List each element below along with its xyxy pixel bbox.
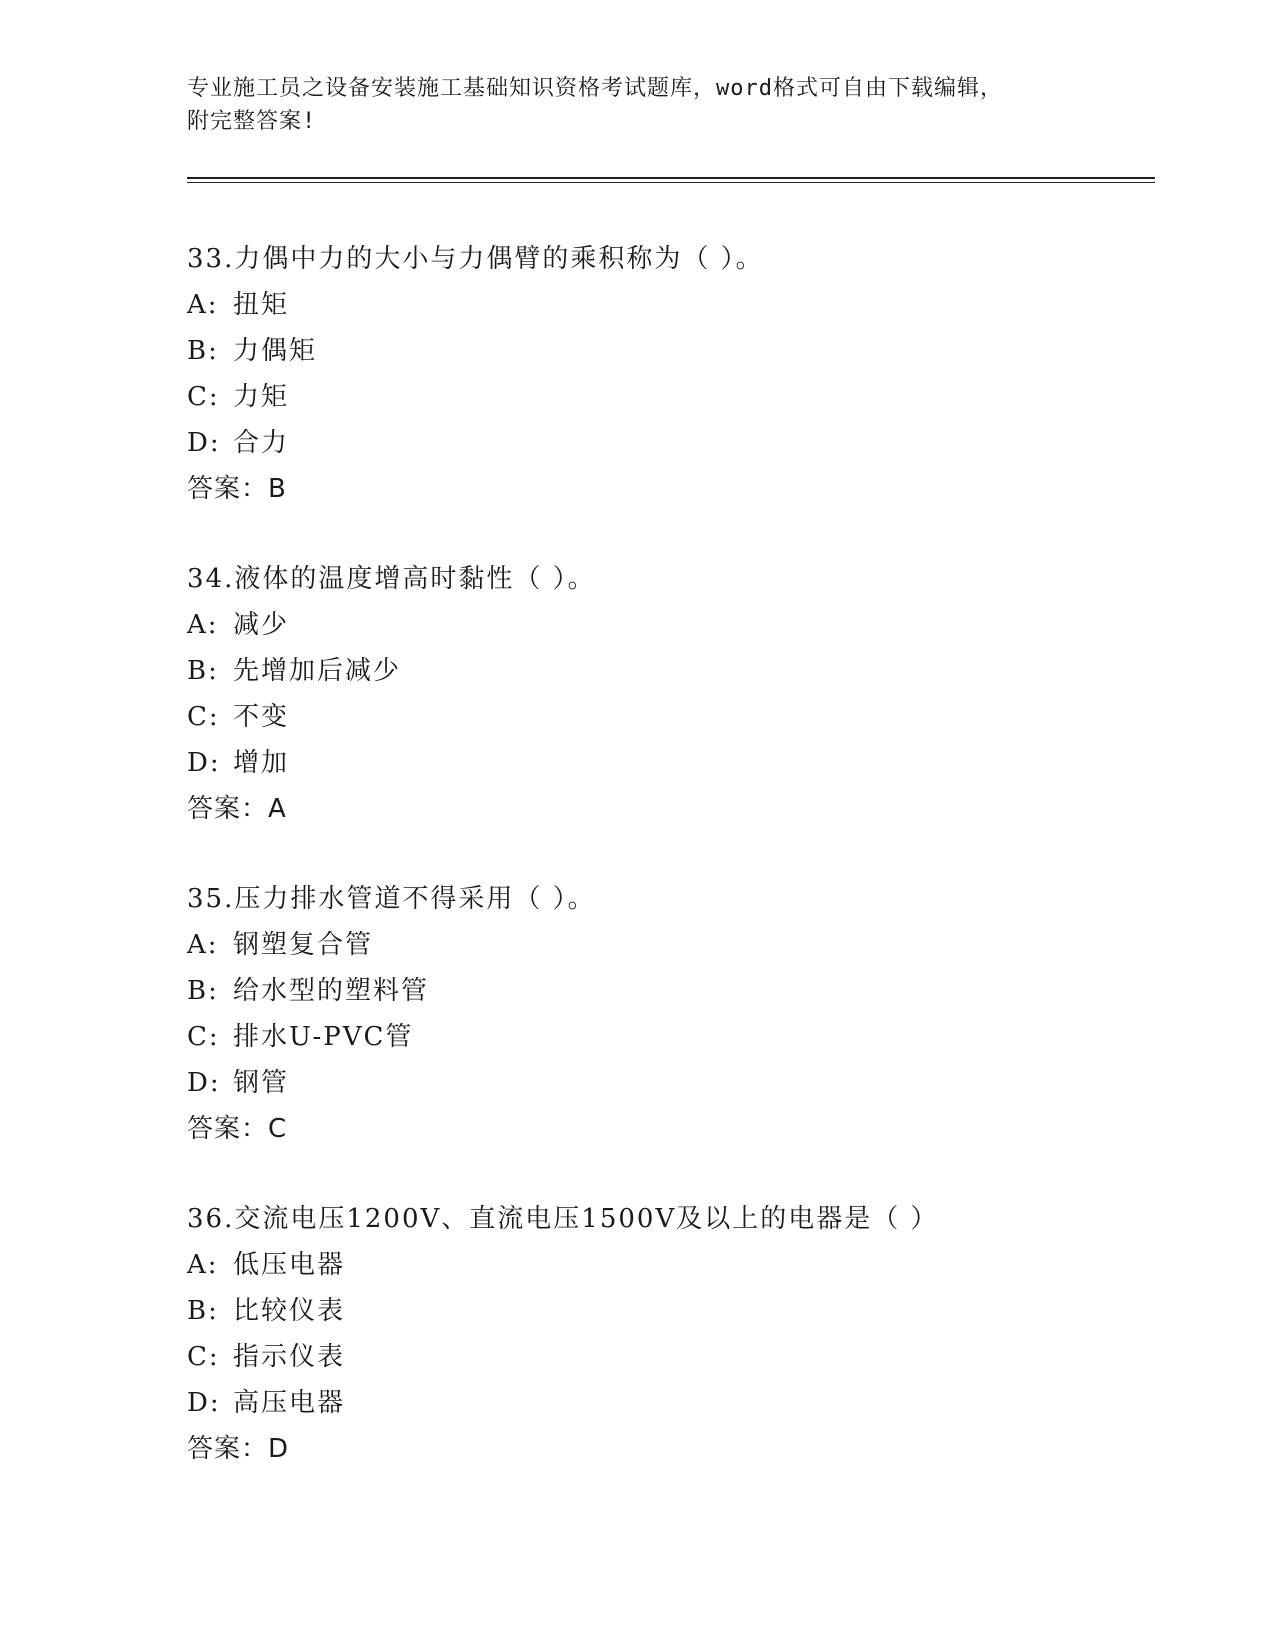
option-a — [187, 602, 1147, 648]
option-key: A: — [187, 610, 219, 640]
answer-line: 答案：D — [187, 1434, 290, 1464]
option-key: D: — [187, 428, 221, 458]
option-text: 指示仪表 — [233, 1342, 346, 1372]
option-d — [187, 420, 1147, 466]
option-text: 钢塑复合管 — [233, 930, 374, 960]
option-text: 力偶矩 — [233, 336, 318, 366]
option-key: B: — [187, 976, 219, 1006]
answer-line: 答案：A — [187, 794, 287, 824]
option-text: 合力 — [233, 428, 290, 458]
answer-line: 答案：C — [187, 1114, 288, 1144]
option-text: 扭矩 — [233, 290, 290, 320]
option-key: C: — [187, 1342, 220, 1372]
option-b — [187, 648, 1147, 694]
option-key: D: — [187, 748, 221, 778]
option-key: B: — [187, 336, 219, 366]
header-line-2: 附完整答案! — [187, 109, 317, 134]
option-text: 高压电器 — [233, 1388, 346, 1418]
option-key: A: — [187, 290, 219, 320]
option-text: 给水型的塑料管 — [233, 976, 430, 1006]
question-block — [187, 876, 1147, 1152]
option-text: 比较仪表 — [233, 1296, 346, 1326]
option-text: 排水U-PVC管 — [233, 1022, 414, 1052]
option-d — [187, 740, 1147, 786]
option-text: 钢管 — [233, 1068, 290, 1098]
question-block — [187, 236, 1147, 512]
option-c — [187, 694, 1147, 740]
option-c — [187, 374, 1147, 420]
answer-line: 答案：B — [187, 474, 287, 504]
option-c — [187, 1014, 1147, 1060]
option-key: C: — [187, 1022, 220, 1052]
header-divider — [187, 177, 1155, 183]
option-key: C: — [187, 382, 220, 412]
option-b — [187, 968, 1147, 1014]
option-a — [187, 282, 1147, 328]
option-key: A: — [187, 930, 219, 960]
question-stem: 35.压力排水管道不得采用（ ）。 — [187, 884, 596, 914]
option-b — [187, 1288, 1147, 1334]
option-c — [187, 1334, 1147, 1380]
option-text: 先增加后减少 — [233, 656, 402, 686]
question-block — [187, 1196, 1147, 1472]
option-d — [187, 1060, 1147, 1106]
option-text: 低压电器 — [233, 1250, 346, 1280]
option-key: B: — [187, 656, 219, 686]
option-b — [187, 328, 1147, 374]
option-key: B: — [187, 1296, 219, 1326]
question-stem: 34.液体的温度增高时黏性（ ）。 — [187, 564, 596, 594]
option-text: 增加 — [233, 748, 290, 778]
option-text: 力矩 — [233, 382, 290, 412]
question-stem: 36.交流电压1200V、直流电压1500V及以上的电器是（ ） — [187, 1204, 939, 1234]
option-key: D: — [187, 1388, 221, 1418]
question-stem: 33.力偶中力的大小与力偶臂的乘积称为（ ）。 — [187, 244, 764, 274]
option-a — [187, 922, 1147, 968]
option-d — [187, 1380, 1147, 1426]
option-text: 不变 — [233, 702, 290, 732]
header-line-1: 专业施工员之设备安装施工基础知识资格考试题库，word格式可自由下载编辑， — [187, 76, 1003, 101]
option-key: D: — [187, 1068, 221, 1098]
option-a — [187, 1242, 1147, 1288]
option-key: A: — [187, 1250, 219, 1280]
option-text: 减少 — [233, 610, 290, 640]
option-key: C: — [187, 702, 220, 732]
document-header — [187, 72, 1087, 138]
question-block — [187, 556, 1147, 832]
